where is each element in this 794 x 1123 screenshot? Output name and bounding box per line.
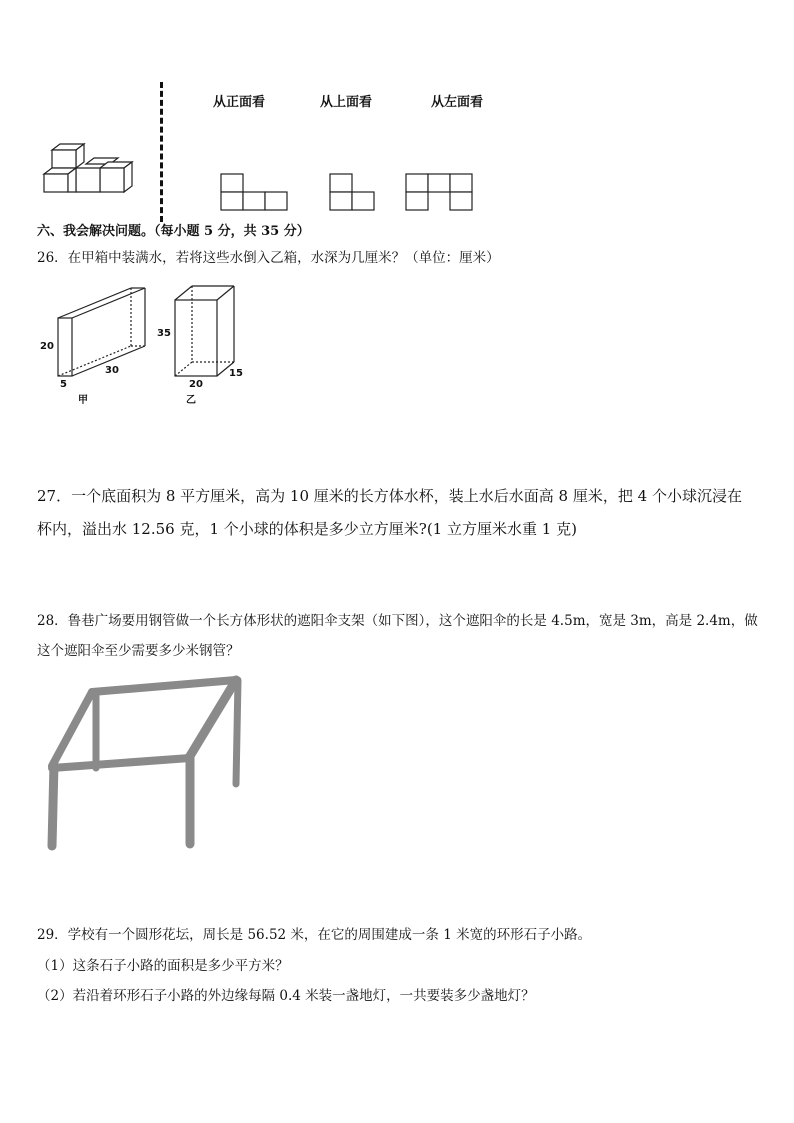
front-view-grid [220,173,290,213]
question-29-sub-1: （1）这条石子小路的面积是多少平方米？ [37,958,289,974]
left-view-label: 从左面看 [431,95,484,110]
question-27-line-2: 杯内，溢出水 12.56 克，1 个小球的体积是多少立方厘米?(1 立方厘米水重 1 克) [37,520,577,538]
question-28-line-1: 28．鲁巷广场要用钢管做一个长方体形状的遮阳伞支架（如下图），这个遮阳伞的长是 4.5m，宽是 3m，高是 2.4m，做 [37,613,758,629]
box-b-height-label: 35 [157,328,171,339]
question-27-line-1: 27．一个底面积为 8 平方厘米，高为 10 厘米的长方体水杯，装上水后水面高 8 厘米，把 4 个小球沉浸在 [37,487,742,505]
question-29-line-1: 29．学校有一个圆形花坛，周长是 56.52 米，在它的周围建成一条 1 米宽的环形石子小路。 [37,927,592,943]
question-28-line-2: 这个遮阳伞至少需要多少米钢管？ [37,643,240,659]
sunshade-frame-figure [40,672,250,857]
top-view-label: 从上面看 [320,95,373,110]
box-a-width-label: 5 [60,379,67,390]
top-view-grid [329,173,379,213]
front-view-label: 从正面看 [213,95,266,110]
box-a-figure [55,286,145,386]
dashed-divider [160,82,163,222]
box-a-name: 甲 [78,395,88,406]
box-a-height-label: 20 [40,341,54,352]
cube-stack-figure [40,138,140,198]
box-b-depth-label: 15 [229,368,243,379]
section-heading: 六、我会解决问题。（每小题 5 分，共 35 分） [37,224,310,239]
box-a-length-label: 30 [105,365,119,376]
left-view-grid [405,173,477,213]
question-26-text: 26．在甲箱中装满水，若将这些水倒入乙箱，水深为几厘米？（单位：厘米） [37,250,500,266]
question-29-sub-2: （2）若沿着环形石子小路的外边缘每隔 0.4 米装一盏地灯，一共要装多少盏地灯？ [37,988,535,1004]
box-b-width-label: 20 [189,379,203,390]
box-b-name: 乙 [186,395,196,406]
